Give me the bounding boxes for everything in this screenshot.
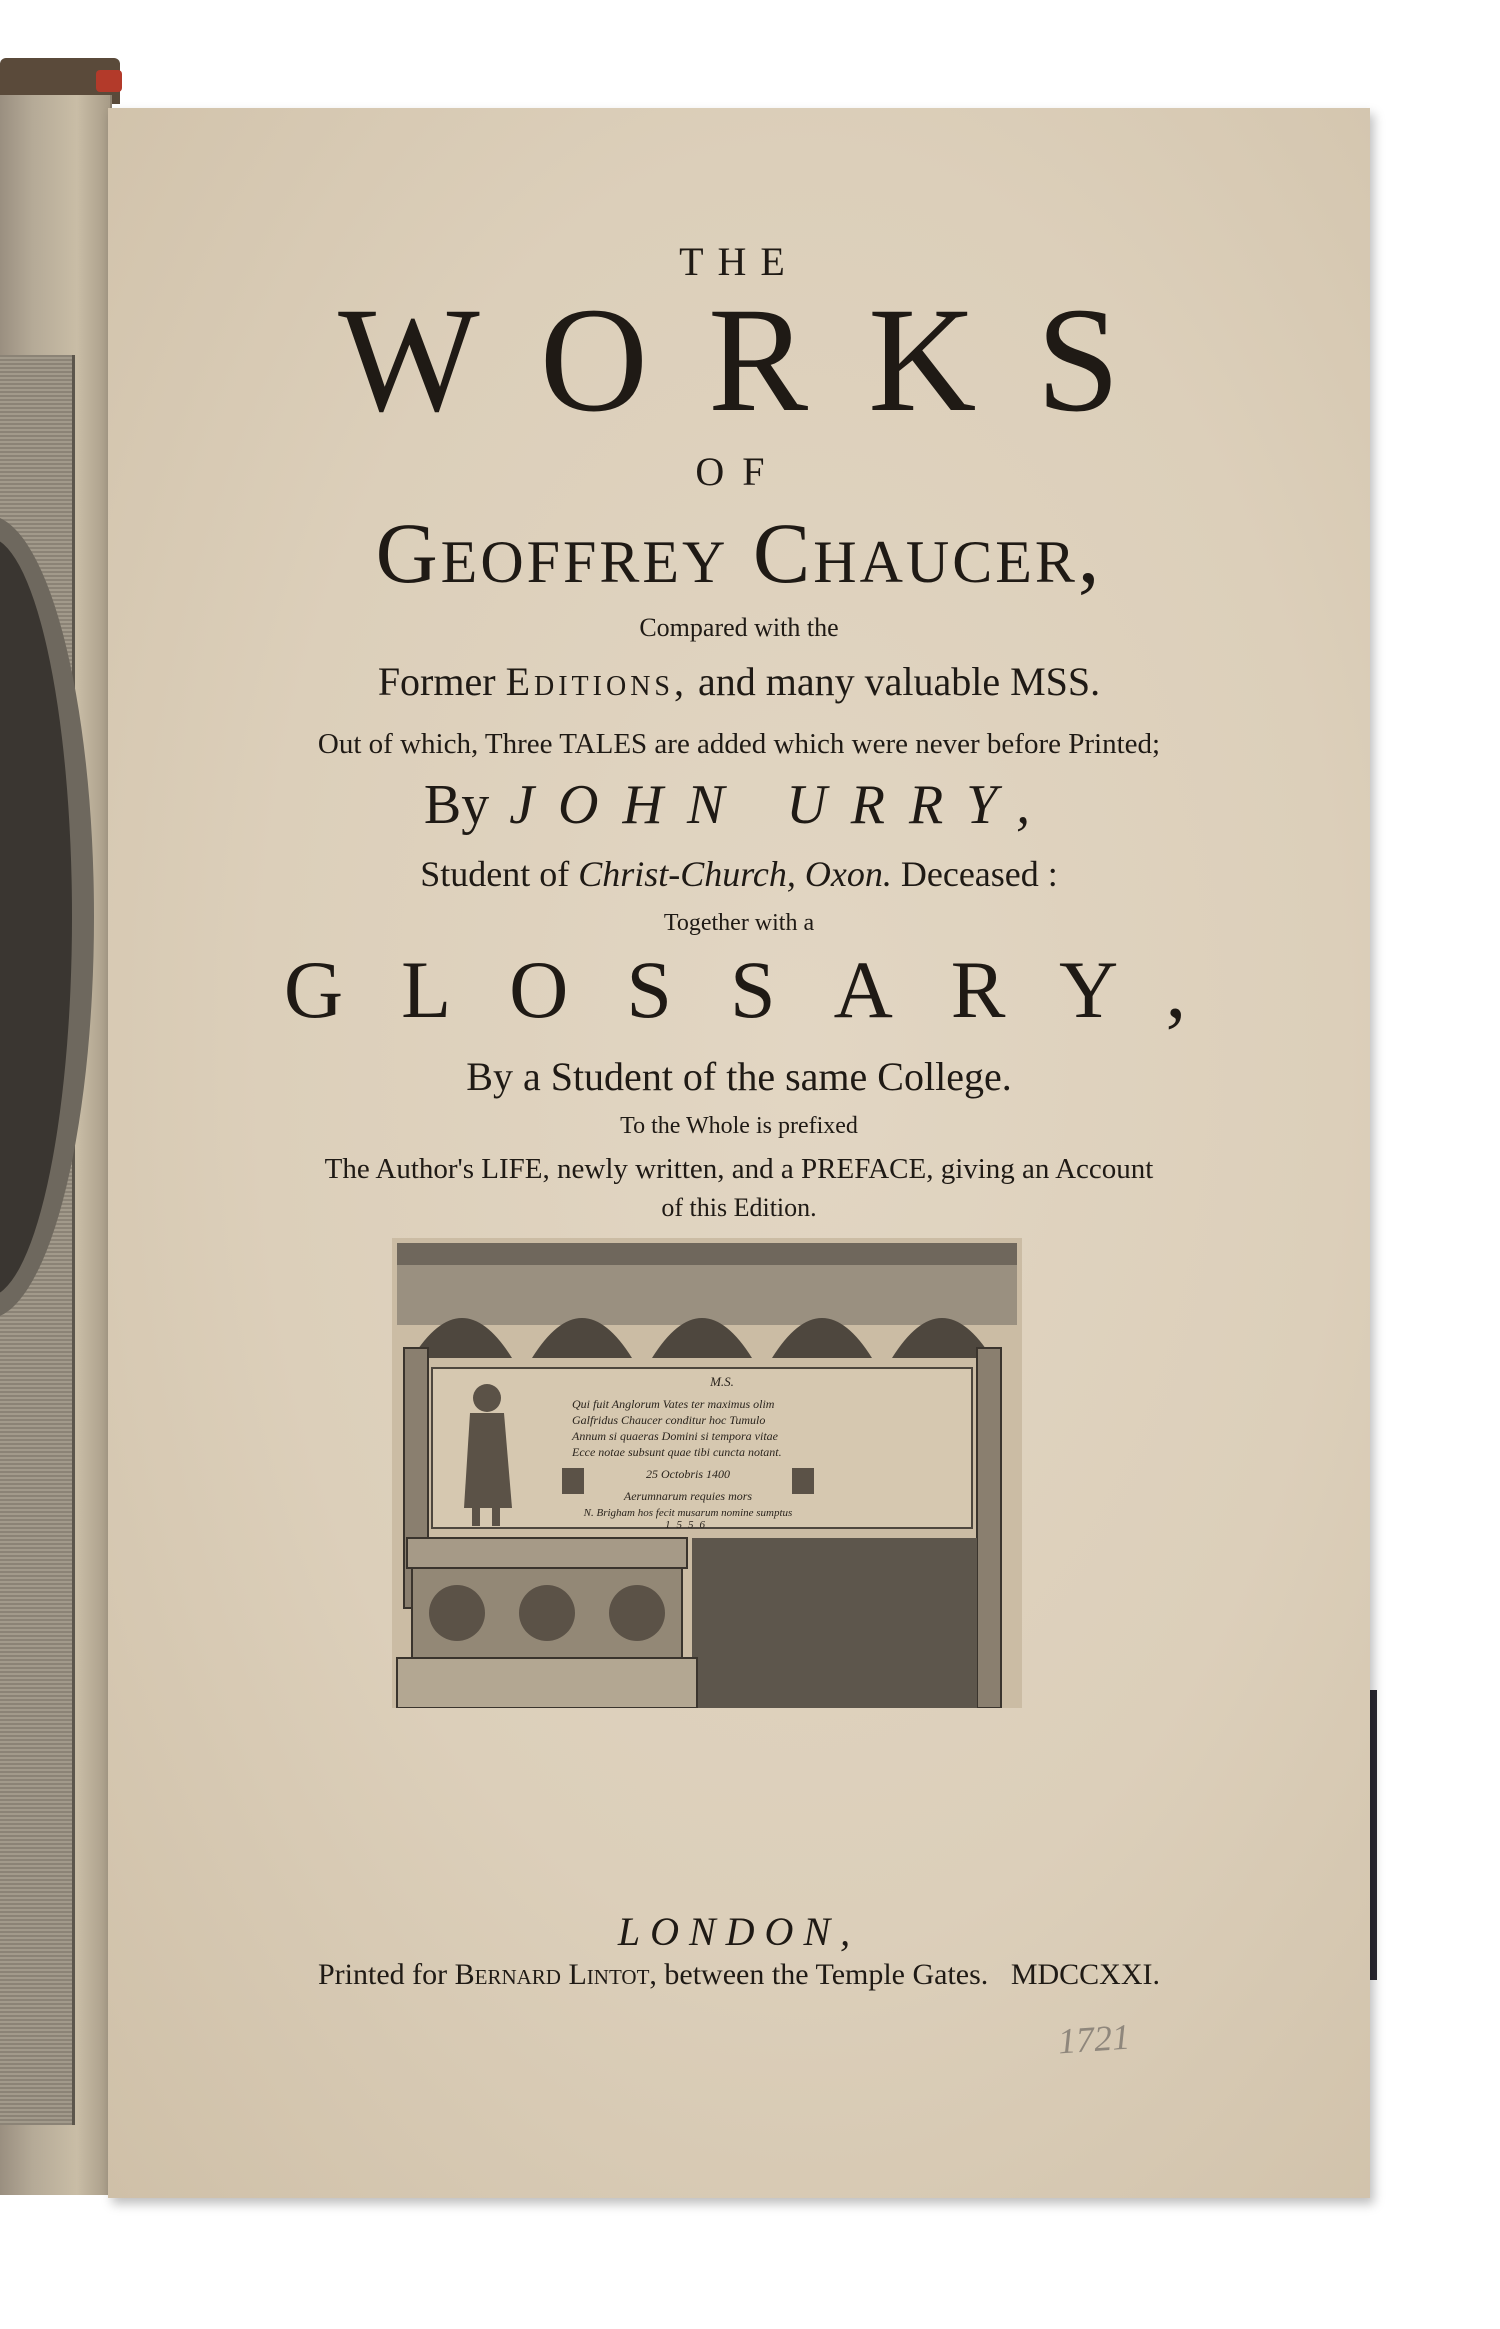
tomb-engraving-svg	[392, 1238, 1022, 1708]
inscription-date: 25 Octobris 1400	[646, 1467, 730, 1481]
college-name: Christ-Church, Oxon.	[578, 854, 892, 894]
author-name: Geoffrey Chaucer,	[375, 505, 1103, 601]
title-the: THE	[679, 239, 799, 284]
former-editions-line	[108, 658, 1370, 705]
inscription-year: 1556	[665, 1519, 711, 1531]
editions-text: Editions,	[505, 659, 688, 704]
tomb-engraving	[392, 1238, 1022, 1708]
imprint-year: MDCCXXI.	[1010, 1958, 1160, 1991]
inscription-line-2: Galfridus Chaucer conditur hoc Tumulo	[572, 1413, 766, 1427]
glossary-heading: GLOSSARY,	[283, 944, 1245, 1035]
edition-line: of this Edition.	[661, 1193, 817, 1222]
printed-for-text: Printed for	[317, 1958, 448, 1991]
prefixed-line: To the Whole is prefixed	[620, 1113, 858, 1139]
former-text: Former	[377, 659, 496, 704]
inscription-patron: N. Brigham hos fecit musarum nomine sumptus	[583, 1507, 793, 1519]
inscription-line-1: Qui fuit Anglorum Vates ter maximus olim	[572, 1397, 775, 1411]
compared-line: Compared with the	[639, 613, 839, 642]
inscription-motto: Aerumnarum requies mors	[623, 1489, 753, 1503]
by-text: By	[423, 774, 490, 836]
inscription-line-3: Annum si quaeras Domini si tempora vitae	[572, 1429, 778, 1443]
editor-name: JOHN URRY,	[509, 774, 1055, 836]
ribbon-marker	[96, 70, 122, 92]
student-line	[108, 853, 1370, 895]
title-page	[108, 108, 1370, 2198]
inscription-line-4: Ecce notae subsunt quae tibi cuncta notant.	[572, 1445, 782, 1459]
imprint-london: LONDON,	[617, 1909, 861, 1954]
deceased-text: Deceased :	[900, 854, 1058, 894]
student-of-text: Student of	[420, 854, 570, 894]
editor-line	[108, 773, 1370, 837]
left-facing-page	[0, 95, 112, 2195]
title-of: OF	[695, 449, 783, 494]
imprint-line	[108, 1958, 1370, 1992]
ms-label: M.S.	[710, 1374, 734, 1389]
portrait-oval-frame	[0, 515, 94, 1319]
pencil-annotation: 1721	[1056, 2016, 1132, 2062]
printer-name: Bernard Lintot,	[454, 1958, 657, 1991]
valuable-mss-text: and many valuable MSS.	[698, 659, 1101, 704]
tales-line: Out of which, Three TALES are added which were never before Printed;	[317, 728, 1161, 760]
title-works: WORKS	[338, 277, 1180, 443]
temple-gates-text: between the Temple Gates.	[664, 1958, 989, 1991]
life-preface-line: The Author's LIFE, newly written, and a PREFACE, giving an Account	[324, 1153, 1154, 1185]
glossary-author-line: By a Student of the same College.	[466, 1054, 1012, 1099]
together-line: Together with a	[663, 910, 815, 936]
